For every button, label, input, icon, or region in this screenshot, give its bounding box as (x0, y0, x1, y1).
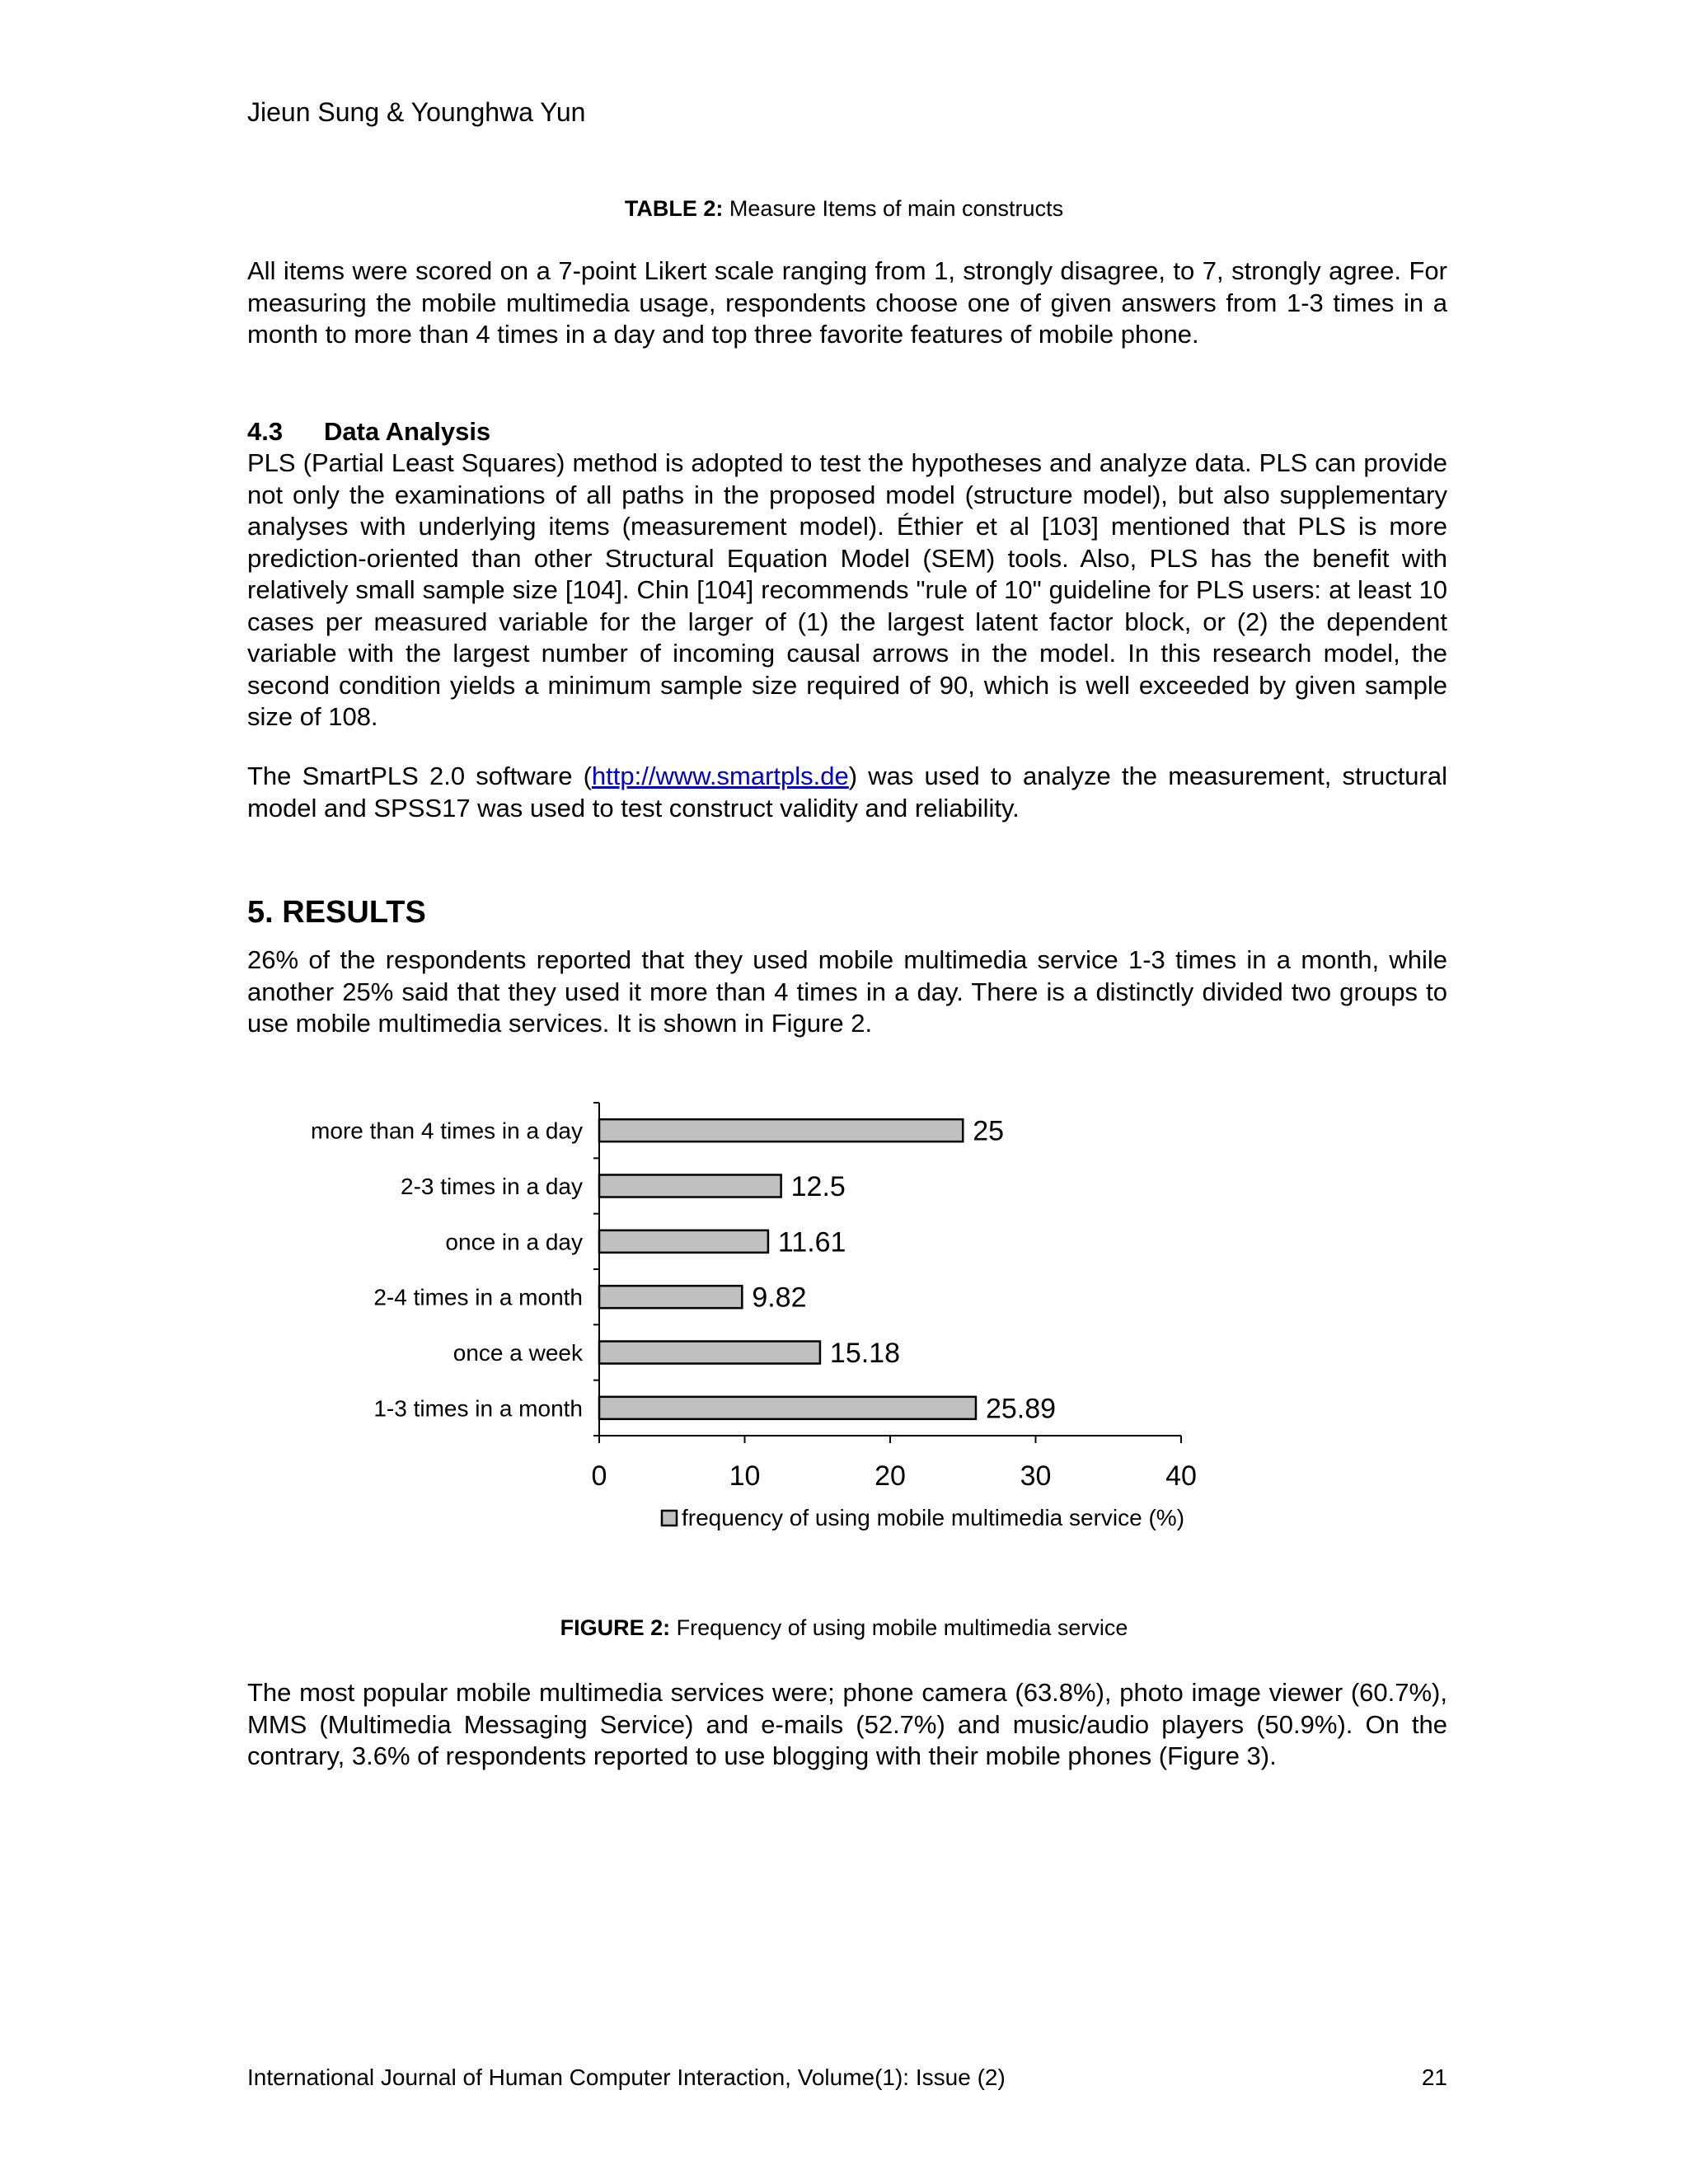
paragraph-popular-services: The most popular mobile multimedia services were; phone camera (63.8%), photo image viewer (60.7%), MMS (Multimedia Messaging Service) and e-mails (52.7%) and music/audio players (50.9%). On the contrary, 3.6% of respondents reported to use blogging with their mobile phones (Figure 3). (247, 1678, 1447, 1770)
paragraph-likert: All items were scored on a 7-point Likert scale ranging from 1, strongly disagree, to 7, strongly agree. For measuring the mobile multimedia usage, respondents choose one of given answers from 1-3 times in a month to more than 4 times in a day and top three favorite features of mobile phone. (247, 256, 1447, 349)
bar (599, 1397, 976, 1419)
data-label: 15.18 (829, 1338, 901, 1369)
bar (599, 1230, 768, 1253)
table-caption (0, 196, 1688, 222)
x-tick-label: 30 (1020, 1460, 1052, 1492)
legend-swatch (662, 1511, 677, 1526)
figure-caption-label: FIGURE 2: (560, 1615, 671, 1640)
section-heading-4-3 (247, 417, 490, 447)
x-tick-label: 10 (729, 1460, 761, 1492)
data-label: 12.5 (790, 1171, 846, 1202)
figure-caption-text: Frequency of using mobile multimedia service (670, 1615, 1128, 1640)
bar (599, 1175, 781, 1197)
category-label: once in a day (445, 1229, 583, 1255)
table-caption-text: Measure Items of main constructs (723, 196, 1064, 221)
paragraph-smartpls (247, 761, 1447, 824)
category-label: 2-4 times in a month (373, 1284, 583, 1310)
category-label: 1-3 times in a month (373, 1395, 583, 1422)
bar (599, 1342, 820, 1364)
footer-journal: International Journal of Human Computer Interaction, Volume(1): Issue (2) (247, 2064, 1006, 2090)
frequency-bar-chart (247, 1088, 1236, 1549)
x-tick-label: 20 (874, 1460, 906, 1492)
x-tick-label: 0 (591, 1460, 607, 1492)
paragraph-results: 26% of the respondents reported that they used mobile multimedia service 1-3 times in a month, while another 25% said that they used it more than 4 times in a day. There is a distinctly divided two groups to use mobile multimedia services. It is shown in Figure 2. (247, 945, 1447, 1038)
smartpls-text-before: The SmartPLS 2.0 software ( (247, 762, 592, 790)
bar (599, 1119, 963, 1141)
section-title: Data Analysis (324, 417, 491, 446)
page-number: 21 (1421, 2064, 1447, 2090)
category-label: once a week (452, 1340, 583, 1366)
legend-label: frequency of using mobile multimedia service (%) (682, 1505, 1185, 1530)
section-title: RESULTS (282, 895, 426, 930)
category-label: more than 4 times in a day (311, 1118, 583, 1144)
paragraph-pls: PLS (Partial Least Squares) method is adopted to test the hypotheses and analyze data. PLS can provide not only the examinations of all paths in the proposed model (structure model), but also supplementary analyses with underlying items (measurement model). Éthier et al [103] mentioned that PLS is more prediction-oriented than other Structural Equation Model (SEM) tools. Also, PLS has the benefit with relatively small sample size [104]. Chin [104] recommends "rule of 10" guideline for PLS users: at least 10 cases per measured variable for the larger of (1) the largest latent factor block, or (2) the dependent variable with the largest number of incoming causal arrows in the model. In this research model, the second condition yields a minimum sample size required of 90, which is well exceeded by given sample size of 108. (247, 448, 1447, 731)
data-label: 9.82 (752, 1282, 807, 1314)
table-caption-label: TABLE 2: (624, 196, 724, 221)
section-number: 5. (247, 895, 274, 930)
x-tick-label: 40 (1165, 1460, 1197, 1492)
category-label: 2-3 times in a day (401, 1174, 583, 1199)
section-heading-results (247, 895, 426, 930)
data-label: 11.61 (777, 1226, 846, 1258)
section-number: 4.3 (247, 417, 284, 446)
data-label: 25.89 (985, 1393, 1057, 1425)
running-header: Jieun Sung & Younghwa Yun (247, 97, 586, 127)
smartpls-text-after: ) was used to analyze the measurement, structural model and SPSS17 was used to test construct validity and reliability. (247, 762, 1447, 823)
data-label: 25 (973, 1115, 1005, 1147)
figure-caption (0, 1615, 1688, 1641)
smartpls-link[interactable]: http://www.smartpls.de (591, 762, 849, 790)
bar (599, 1286, 742, 1308)
